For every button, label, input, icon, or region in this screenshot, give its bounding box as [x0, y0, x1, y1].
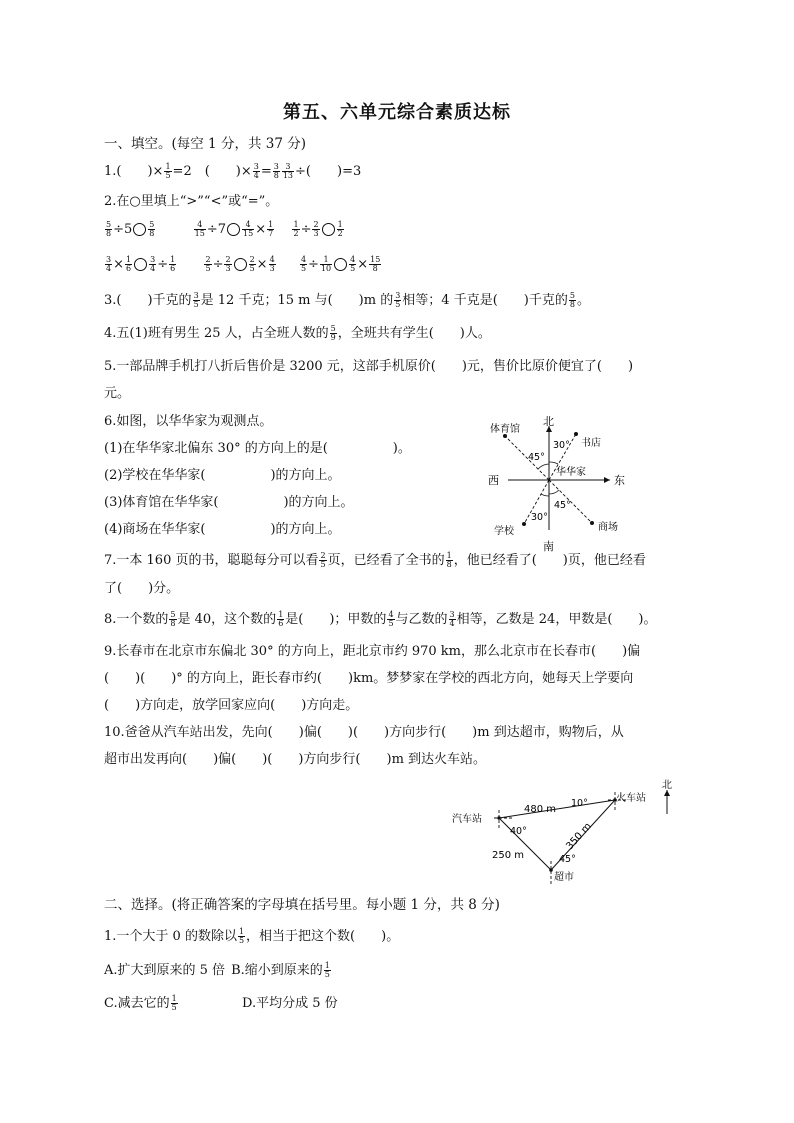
numerator: 4 — [269, 255, 275, 264]
operator: ÷ — [212, 257, 224, 272]
choice-question-1 — [104, 928, 399, 946]
fraction — [273, 163, 280, 180]
q1-text-c: = — [260, 164, 272, 179]
question-1 — [104, 163, 361, 181]
compare-circle[interactable] — [234, 258, 247, 271]
denominator: 8 — [106, 229, 112, 238]
denominator: 7 — [268, 229, 274, 238]
fraction — [169, 611, 176, 628]
q3-text-b: 是 12 千克；15 m 与( )m 的 — [200, 293, 394, 308]
numerator: 3 — [273, 162, 279, 171]
question-7-line-2: 了( )分。 — [104, 581, 180, 596]
angle-arc — [549, 490, 559, 494]
numerator: 2 — [205, 255, 211, 264]
fraction — [193, 292, 200, 309]
q1-text-b: =2 ( )× — [172, 164, 252, 179]
denominator: 10 — [320, 264, 332, 273]
q3-text-a: 3.( )千克的 — [104, 293, 192, 308]
denominator: 5 — [300, 264, 307, 273]
question-6-part-1: (1)在华华家北偏东 30° 的方向上的是( )。 — [104, 441, 411, 456]
denominator: 13 — [282, 171, 294, 180]
route-diagram — [450, 776, 690, 888]
operator: ÷ — [300, 222, 312, 237]
operator: ÷7 — [206, 222, 226, 237]
fraction — [569, 292, 576, 309]
question-2: 2.在○里填上“>”“<”或“=”。 — [104, 194, 279, 209]
question-10-line-1: 10.爸爸从汽车站出发，先向( )偏( )( )方向步行( )m 到达超市，购物后，从 — [104, 725, 624, 740]
section-1-heading: 一、填空。(每空 1 分，共 37 分) — [104, 136, 306, 152]
mall-point — [590, 521, 594, 525]
north-label: 北 — [543, 415, 554, 428]
compare-circle[interactable] — [334, 258, 347, 271]
choice-q1-options-row-2 — [104, 995, 338, 1013]
choice-q1-text-a: 1.一个大于 0 的数除以 — [104, 929, 237, 944]
school-label: 学校 — [494, 526, 514, 537]
operator: ÷5 — [113, 222, 133, 237]
question-6-part-4: (4)商场在华华家( )的方向上。 — [104, 522, 341, 537]
denominator: 5 — [238, 936, 245, 945]
option-a[interactable]: A.扩大到原来的 5 倍 — [104, 963, 226, 978]
choice-q1-options-row-1 — [104, 962, 332, 980]
question-6-part-3: (3)体育馆在华华家( )的方向上。 — [104, 495, 354, 510]
distance-super-train: 350 m — [564, 820, 594, 853]
compare-circle[interactable] — [133, 223, 146, 236]
south-label: 南 — [543, 540, 554, 552]
option-c-text: C.减去它的 — [104, 996, 170, 1011]
fraction — [349, 256, 356, 273]
denominator: 5 — [165, 171, 171, 180]
fraction — [330, 325, 337, 342]
numerator: 2 — [313, 220, 319, 229]
option-d[interactable]: D.平均分成 5 份 — [242, 996, 338, 1011]
q8-text-e: 相等，乙数是 24，甲数是( )。 — [456, 612, 657, 627]
question-5-line-2: 元。 — [104, 386, 131, 401]
q1-text-a: 1.( )× — [104, 164, 164, 179]
bus-station-label: 汽车站 — [452, 814, 482, 825]
fraction — [292, 221, 299, 238]
denominator: 5 — [249, 264, 255, 273]
fraction — [269, 256, 276, 273]
fraction — [449, 611, 456, 628]
compare-circle[interactable] — [227, 223, 240, 236]
numerator: 15 — [370, 255, 381, 264]
numerator: 3 — [150, 255, 156, 264]
denominator: 6 — [170, 264, 176, 273]
denominator: 15 — [194, 229, 205, 238]
operator: × — [113, 257, 124, 272]
angle-arc — [549, 462, 558, 464]
fraction — [300, 256, 307, 273]
super-point — [549, 868, 553, 872]
denominator: 2 — [337, 229, 343, 238]
fraction — [105, 256, 112, 273]
numerator: 1 — [268, 220, 274, 229]
denominator: 8 — [273, 171, 279, 180]
question-9-line-1: 9.长春市在北京市东偏北 30° 的方向上，距北京市约 970 km，那么北京市在长春市( )偏 — [104, 644, 641, 659]
question-9-line-2: ( )( )° 的方向上，距长春市约( )km。梦梦家在学校的西北方向，她每天上学要向 — [104, 671, 634, 686]
fraction — [277, 611, 284, 628]
gym-angle-label: 45° — [528, 452, 545, 463]
denominator: 4 — [150, 264, 156, 273]
numerator: 1 — [446, 551, 452, 560]
q8-text-d: 与乙数的 — [395, 612, 448, 627]
q3-text-c: 相等；4 千克是( )千克的 — [402, 293, 568, 308]
option-c[interactable] — [104, 995, 242, 1013]
bus-point — [497, 816, 501, 820]
question-6-stem: 6.如图，以华华家为观测点。 — [104, 414, 273, 429]
operator: × — [255, 222, 267, 237]
fraction — [242, 221, 254, 238]
distance-bus-super: 250 m — [492, 850, 525, 861]
numerator: 5 — [569, 291, 575, 300]
denominator: 5 — [320, 560, 326, 569]
compare-circle[interactable] — [322, 223, 335, 236]
numerator: 3 — [395, 291, 401, 300]
fraction — [125, 256, 132, 273]
compass-diagram — [480, 412, 640, 552]
denominator: 8 — [569, 300, 575, 309]
fraction — [204, 256, 211, 273]
numerator: 3 — [449, 610, 455, 619]
denominator: 3 — [313, 229, 319, 238]
train-station-label: 火车站 — [616, 793, 646, 804]
school-point — [522, 522, 526, 526]
supermarket-label: 超市 — [554, 872, 574, 883]
angle-arc — [538, 464, 549, 469]
question-4 — [104, 325, 491, 343]
numerator: 2 — [225, 255, 231, 264]
numerator: 2 — [249, 255, 255, 264]
denominator: 5 — [205, 264, 211, 273]
numerator: 1 — [337, 220, 343, 229]
numerator: 1 — [324, 961, 330, 970]
fraction — [312, 221, 319, 238]
q4-text-a: 4.五(1)班有男生 25 人，占全班人数的 — [104, 326, 329, 341]
fraction — [171, 995, 178, 1012]
numerator: 1 — [126, 255, 132, 264]
denominator: 5 — [324, 970, 330, 979]
school-angle-label: 30° — [531, 512, 548, 523]
q8-text-b: 是 40，这个数的 — [177, 612, 277, 627]
denominator: 5 — [388, 619, 394, 628]
q1-text-d: ÷( )=3 — [295, 164, 362, 179]
numerator: 4 — [242, 221, 254, 230]
q3-text-d: 。 — [576, 293, 590, 308]
angle-train: 10° — [571, 798, 588, 809]
fraction — [387, 611, 394, 628]
fraction — [337, 221, 344, 238]
numerator: 1 — [170, 255, 176, 264]
question-10-line-2: 超市出发再向( )偏( )( )方向步行( )m 到达火车站。 — [104, 752, 487, 767]
denominator: 4 — [253, 171, 259, 180]
angle-super: 45° — [559, 854, 576, 865]
numerator: 3 — [253, 162, 259, 171]
denominator: 9 — [330, 333, 336, 342]
question-6-part-2: (2)学校在华华家( )的方向上。 — [104, 468, 341, 483]
fraction — [105, 221, 112, 238]
fraction — [369, 256, 381, 273]
angle-bus: 40° — [510, 826, 527, 837]
page-title: 第五、六单元综合素质达标 — [283, 102, 511, 123]
route-bus-to-train — [499, 800, 615, 818]
fraction — [324, 962, 331, 979]
operator: ÷ — [157, 257, 169, 272]
denominator: 8 — [446, 560, 452, 569]
denominator: 15 — [243, 229, 254, 238]
north-label: 北 — [662, 780, 672, 791]
denominator: 4 — [106, 264, 112, 273]
q8-text-a: 8.一个数的 — [104, 612, 169, 627]
denominator: 6 — [126, 264, 132, 273]
denominator: 5 — [171, 1003, 177, 1012]
denominator: 6 — [278, 619, 284, 628]
fraction — [282, 163, 294, 180]
numerator: 3 — [106, 255, 112, 264]
east-label: 东 — [614, 474, 625, 487]
bookstore-point — [574, 432, 578, 436]
west-label: 西 — [488, 474, 499, 487]
operator: × — [357, 257, 369, 272]
section-2-heading: 二、选择。(将正确答案的字母填在括号里。每小题 1 分，共 8 分) — [104, 897, 500, 913]
distance-bus-train: 480 m — [524, 804, 557, 815]
bookstore-label: 书店 — [581, 438, 601, 449]
numerator: 1 — [320, 256, 332, 265]
numerator: 4 — [350, 255, 356, 264]
q4-text-b: ，全班共有学生( )人。 — [337, 326, 491, 341]
fraction — [253, 163, 260, 180]
fraction — [194, 221, 206, 238]
question-5-line-1: 5.一部品牌手机打八折后售价是 3200 元，这部手机原价( )元，售价比原价便宜了( ) — [104, 359, 634, 374]
numerator: 3 — [282, 163, 294, 172]
numerator: 1 — [293, 220, 299, 229]
gym-label: 体育馆 — [490, 424, 520, 435]
fraction — [148, 221, 155, 238]
question-8 — [104, 611, 656, 629]
numerator: 5 — [149, 220, 155, 229]
numerator: 4 — [194, 221, 206, 230]
question-3 — [104, 292, 590, 310]
fraction — [169, 256, 176, 273]
fraction — [267, 221, 274, 238]
numerator: 5 — [106, 220, 112, 229]
q8-text-c: 是( )；甲数的 — [285, 612, 387, 627]
q7-text-c: ，他已经看了( )页，他已经看 — [453, 553, 646, 568]
operator: ÷ — [308, 257, 319, 272]
operator: × — [256, 257, 268, 272]
fraction — [319, 552, 326, 569]
fraction — [394, 292, 401, 309]
bookstore-angle-label: 30° — [553, 440, 570, 451]
fraction — [238, 928, 245, 945]
center-label: 华华家 — [556, 467, 586, 478]
fraction — [224, 256, 231, 273]
q7-text-b: 页，已经看了全书的 — [327, 553, 445, 568]
question-7-line-1 — [104, 552, 646, 570]
option-b-text: B.缩小到原来的 — [231, 963, 323, 978]
q7-text-a: 7.一本 160 页的书，聪聪每分可以看 — [104, 553, 319, 568]
numerator: 1 — [165, 162, 171, 171]
fraction — [149, 256, 156, 273]
numerator: 2 — [320, 551, 326, 560]
option-b[interactable] — [231, 963, 332, 978]
mall-label: 商场 — [598, 522, 618, 533]
q2-row-2 — [104, 256, 382, 274]
numerator: 4 — [300, 255, 307, 264]
numerator: 5 — [330, 324, 336, 333]
numerator: 3 — [193, 291, 199, 300]
numerator: 1 — [238, 927, 245, 936]
denominator: 5 — [350, 264, 356, 273]
compare-circle[interactable] — [134, 258, 147, 271]
numerator: 1 — [278, 610, 284, 619]
denominator: 4 — [449, 619, 455, 628]
angle-arc — [541, 494, 549, 496]
numerator: 4 — [388, 610, 394, 619]
denominator: 5 — [193, 300, 199, 309]
denominator: 5 — [395, 300, 401, 309]
fraction — [446, 552, 453, 569]
mall-angle-label: 45° — [554, 500, 571, 511]
denominator: 3 — [269, 264, 275, 273]
denominator: 3 — [225, 264, 231, 273]
denominator: 8 — [149, 229, 155, 238]
fraction — [164, 163, 171, 180]
denominator: 8 — [372, 264, 378, 273]
question-9-line-3: ( )方向走，放学回家应向( )方向走。 — [104, 698, 359, 713]
numerator: 1 — [171, 994, 177, 1003]
denominator: 2 — [293, 229, 299, 238]
fraction — [249, 256, 256, 273]
denominator: 8 — [170, 619, 176, 628]
q2-row-1 — [104, 221, 345, 239]
fraction — [320, 256, 332, 273]
numerator: 5 — [170, 610, 176, 619]
choice-q1-text-b: ，相当于把这个数( )。 — [246, 929, 400, 944]
